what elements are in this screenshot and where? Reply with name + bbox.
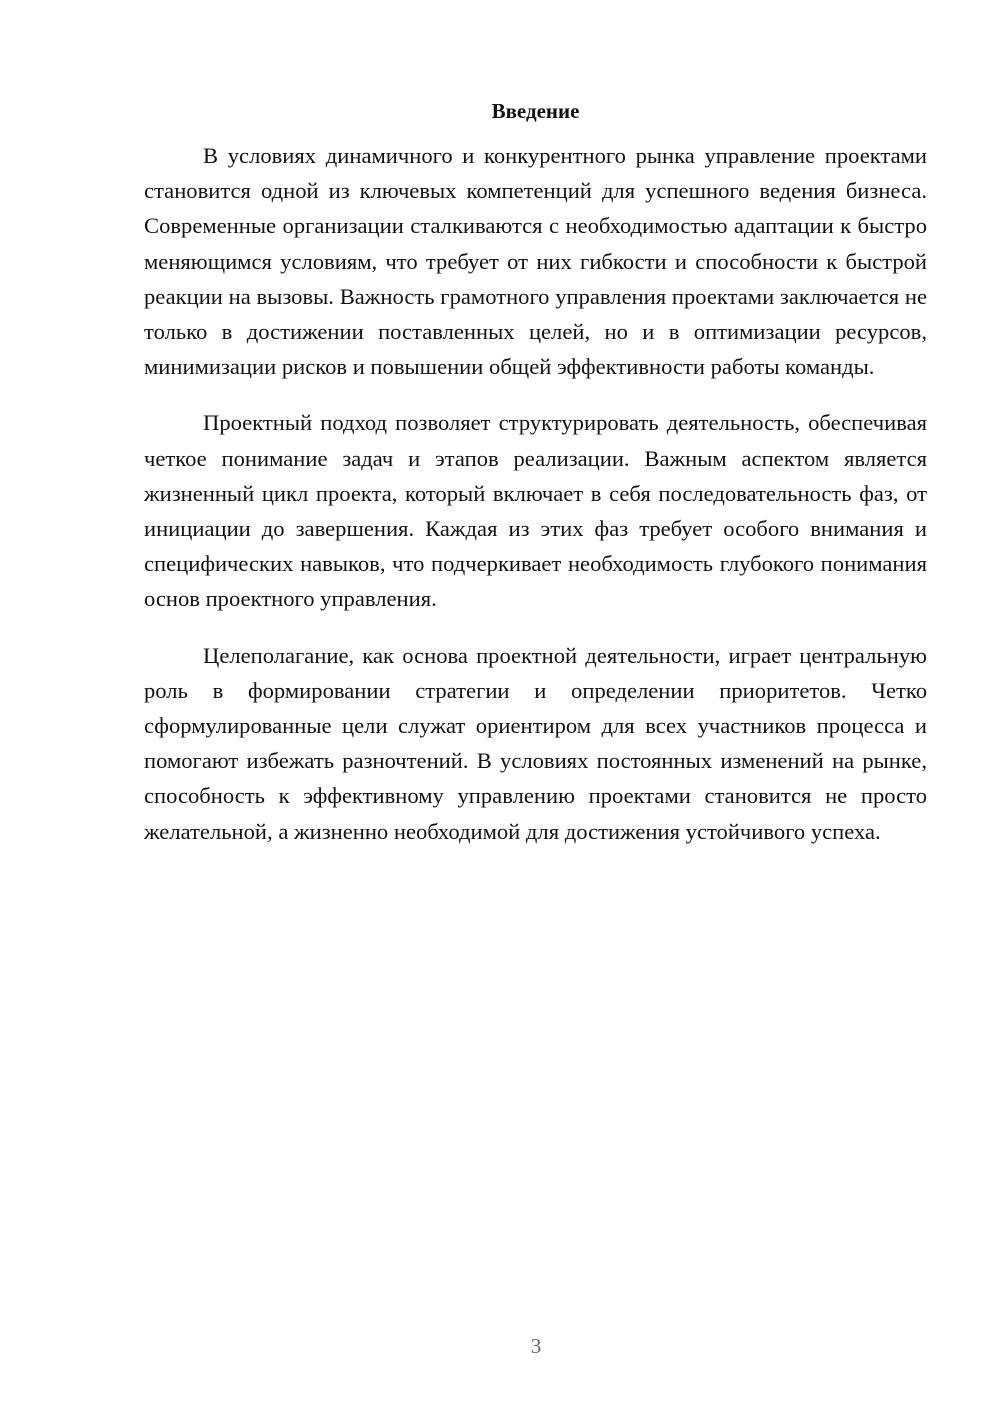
text-body bbox=[144, 96, 927, 870]
section-heading: Введение bbox=[491, 99, 580, 123]
page-number: 3 bbox=[530, 1334, 542, 1358]
paragraph-2: Проектный подход позволяет структурировать деятельность, обеспечивая четкое понимание задач и этапов реализации. Важным аспектом является жизненный цикл проекта, который включает в себя последовательность фаз, от инициации до завершения. Каждая из этих фаз требует особого внимания и специфических навыков, что подчеркивает необходимость глубокого понимания основ проектного управления. bbox=[144, 410, 927, 612]
paragraph-3: Целеполагание, как основа проектной деятельности, играет центральную роль в формировании стратегии и определении приоритетов. Четко сформулированные цели служат ориентиром для всех участников процесса и помогают избежать разночтений. В условиях постоянных изменений на рынке, способность к эффективному управлению проектами становится не просто желательной, а жизненно необходимой для достижения устойчивого успеха. bbox=[144, 642, 927, 844]
paragraph-1: В условиях динамичного и конкурентного рынка управление проектами становится одной из ключевых компетенций для успешного ведения бизнеса. Современные организации сталкиваются с необходимостью адаптации к быстро меняющимся условиям, что требует от них гибкости и способности к быстрой реакции на вызовы. Важность грамотного управления проектами заключается не только в достижении поставленных целей, но и в оптимизации ресурсов, минимизации рисков и повышении общей эффективности работы команды. bbox=[144, 143, 927, 380]
